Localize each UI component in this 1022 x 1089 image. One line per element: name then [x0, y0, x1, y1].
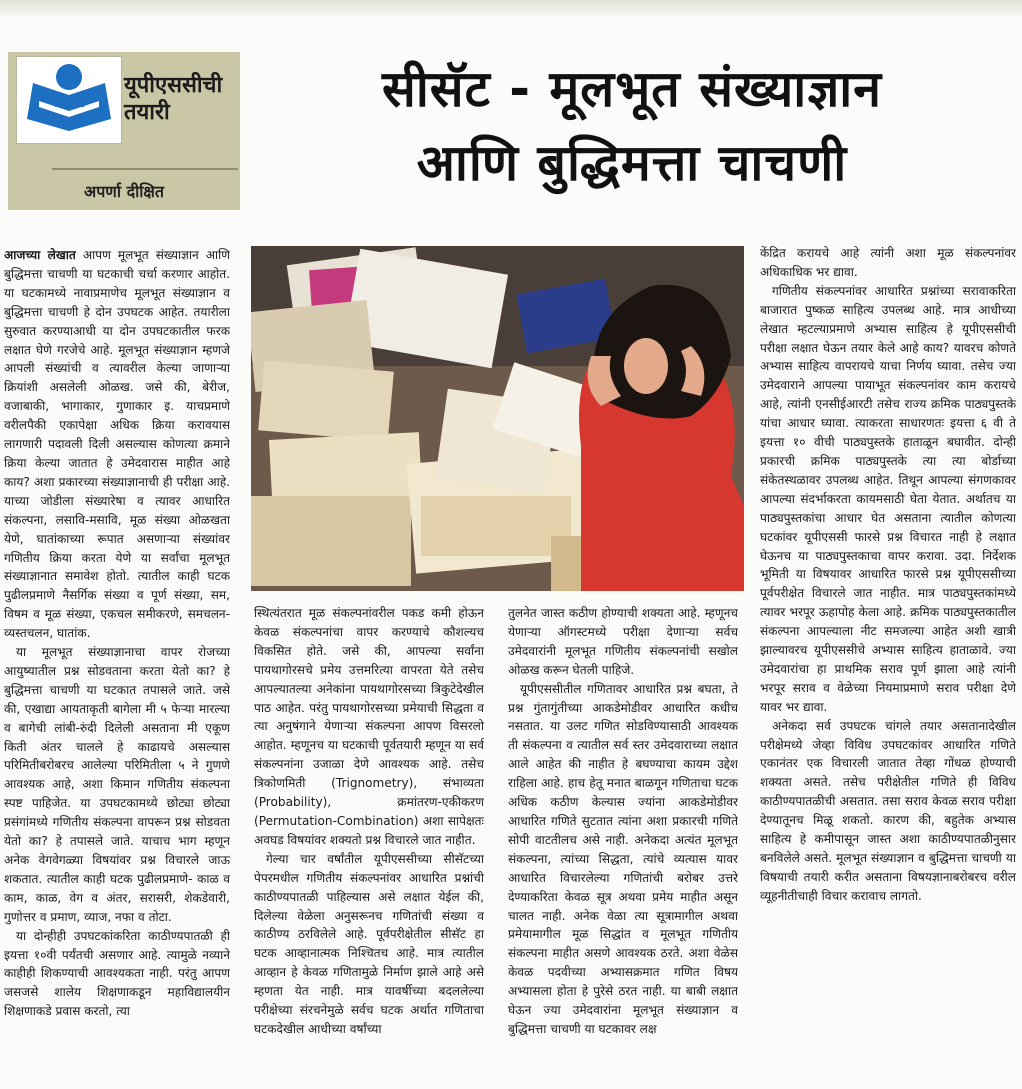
upsc-logo [16, 56, 122, 144]
article-lead: आजच्या लेखात [4, 248, 76, 262]
header-divider [52, 168, 238, 170]
paragraph: अनेकदा सर्व उपघटक चांगले तयार असतानादेखील परीक्षेमध्ये जेव्हा विविध उपघटकांवर आधारित गणिते एकानंतर एक विचारली जातात तेव्हा गोंधळ होण्याची शक्यता असते. तसेच परीक्षेतील गणिते ही विविध काठीण्यपातळीची असतात. तसा सराव केवळ सराव परीक्षा देण्यातूनच मिळू शकतो. कारण की, बहुतेक अभ्यास साहित्य हे कमीपासून जास्त अशा काठीण्यपातळीनुसार बनविलेले असते. मूलभूत संख्याज्ञान व बुद्धिमत्ता चाचणी या विषयाची तयारी करीत असताना विषयज्ञानाबरोबरच वरील व्यूहनीतीचाही विचार करावाच लागतो. [760, 718, 1016, 903]
paragraph: गणितीय संकल्पनांवर आधारित प्रश्नांच्या सरावाकरिता बाजारात पुष्कळ साहित्य उपलब्ध आहे. मात्र आधीच्या लेखात म्हटल्याप्रमाणे अभ्यास साहित्य हे यूपीएससीची परीक्षा लक्षात घेऊन तयार केले आहे काय? यावरच कोणते अभ्यास साहित्य वापरायचे याचा निर्णय घ्यावा. तसेच ज्या उमेदवाराने आपल्या पायाभूत संकल्पनांवर काम करायचे आहे, त्यांनी एनसीईआरटी तसेच राज्य क्रमिक पाठ्यपुस्तके यांचा आधार घ्यावा. त्याकरता साधारणतः इयत्ता ६ वी ते इयत्ता १० वीची पाठ्यपुस्तके हाताळून बघावीत. दोन्ही प्रकारची क्रमिक पाठ्यपुस्तके त्या त्या बोर्डाच्या संकेतस्थळावर उपलब्ध आहेत. तिथून आपल्या संगणकावर आपल्या संदर्भाकरता कायमसाठी घेता येतात. अर्थातच या पाठ्यपुस्तकांचा आधार घेत असताना त्यातील कोणत्या घटकांवर यूपीएससी फारसे प्रश्न विचारत नाही हे लक्षात घेऊनच या पाठ्यपुस्तकाचा वापर करावा. उदा. निर्देशक भूमिती या विषयावर आधारित फारसे प्रश्न यूपीएससीच्या पूर्वपरीक्षेत विचारले जात नाहीत. मात्र पाठ्यपुस्तकांमध्ये त्यावर भरपूर ऊहापोह केला आहे. क्रमिक पाठ्यपुस्तकातील संकल्पना आपल्याला नीट समजल्या आहेत अशी खात्री झाल्यावरच यूपीएससीचे अभ्यास साहित्य हाताळावे. ज्या उमेदवारांचा हा प्राथमिक सराव पूर्ण झाला आहे त्यांनी भरपूर सराव व वेळेच्या नियमाप्रमाणे सराव परीक्षा देणे यावर भर द्यावा. [760, 283, 1016, 714]
paragraph: या दोन्हीही उपघटकांकरिता काठीण्यपातळी ही इयत्ता १०वी पर्यंतची असणार आहे. त्यामुळे नव्याने काहीही शिकण्याची आवश्यकता नाही. परंतु आपण जसजसे शालेय शिक्षणाकडून महाविद्यालयीन शिक्षणाकडे प्रवास करतो, त्या [4, 928, 230, 1019]
paragraph: या मूलभूत संख्याज्ञानाचा वापर रोजच्या आयुष्यातील प्रश्न सोडवताना करता येतो का? हे बुद्धिमत्ता चाचणी या घटकात तपासले जाते. जसे की, एखाद्या आयताकृती बागेला मी ५ फेऱ्या मारल्या व बागेची लांबी-रुंदी दिलेली असताना मी एकूण किती अंतर चालले हे काढायचे असल्यास परिमितीबरोबरच आलेल्या परिमितीला ५ ने गुणणे आवश्यक आहे, अशा किमान गणितीय संकल्पना स्पष्ट पाहिजेत. या उपघटकामध्ये छोट्या छोट्या प्रसंगांमध्ये गणितीय संकल्पना वापरून प्रश्न सोडवता येतो का? हे तपासले जाते. याचाच भाग म्हणून अनेक वेगवेगळ्या विषयांवर प्रश्न विचारले जाऊ शकतात. त्यातील काही घटक पुढीलप्रमाणे- काळ व काम, काळ, वेग व अंतर, सरासरी, शेकडेवारी, गुणोत्तर व प्रमाण, व्याज, नफा व तोटा. [4, 645, 230, 924]
article-photo [251, 246, 744, 591]
paragraph: तुलनेत जास्त कठीण होण्याची शक्यता आहे. म्हणूनच येणाऱ्या ऑगस्टमध्ये परीक्षा देणाऱ्या सर्वच उमेदवारांनी मूलभूत गणितीय संकल्पनांची सखोल ओळख करून घेतली पाहिजे. [508, 606, 738, 677]
article-column-3 [508, 604, 738, 1084]
paragraph: गेल्या चार वर्षांतील यूपीएससीच्या सीसॅटच्या पेपरमधील गणितीय संकल्पनांवर आधारित प्रश्नांची काठीण्यपातळी पाहिल्यास असे लक्षात येईल की, दिलेल्या वेळेला अनुसरूनच गणितांची संख्या व काठीण्य ठरविलेले आहे. पूर्वपरीक्षेतील सीसॅट हा घटक आव्हानात्मक निश्चितच आहे. मात्र त्यातील आव्हान हे केवळ गणितामुळे निर्माण झाले आहे असे म्हणता येत नाही. मात्र यावर्षीच्या बदललेल्या परीक्षेच्या संरचनेमुळे सर्वच घटक अर्थात गणिताचा घटकदेखील आधीच्या वर्षांच्या [254, 851, 484, 1036]
author-name: अपर्णा दीक्षित [84, 182, 164, 201]
column-name: यूपीएससीची तयारी [124, 73, 223, 125]
paragraph: केंद्रित करायचे आहे त्यांनी अशा मूळ संकल्पनांवर अधिकाधिक भर द्यावा. [760, 246, 1016, 279]
reader-with-book-icon [17, 57, 121, 143]
paragraph: आपण मूलभूत संख्याज्ञान आणि बुद्धिमत्ता चाचणी या घटकाची चर्चा करणार आहोत. या घटकामध्ये नावाप्रमाणेच मूलभूत संख्याज्ञान व बुद्धिमत्ता चाचणी हे दोन उपघटक आहेत. तयारीला सुरुवात करण्याआधी या दोन उपघटकातील फरक लक्षात घेणे गरजेचे आहे. मूलभूत संख्याज्ञान म्हणजे आपली संख्यांची व त्यावरील केल्या जाणाऱ्या क्रियांशी असलेली ओळख. जसे की, बेरीज, वजाबाकी, भागाकार, गुणाकार इ. याचप्रमाणे वरीलपैकी एकापेक्षा अधिक क्रिया करावयास लागणारी पदावली दिली असल्यास कोणत्या क्रमाने क्रिया केल्या जातात हे उमेदवारास माहीत आहे काय? अशा प्रकारच्या संख्याज्ञानाची ही परीक्षा आहे. याच्या जोडीला संख्यारेषा व त्यावर आधारित संकल्पना, लसावि-मसावि, मूळ संख्या ओळखता येणे, घातांकाच्या रूपात असणाऱ्या संख्यांवर गणितीय क्रिया करता येणे या सर्वांचा मूलभूत संख्याज्ञानात समावेश होतो. त्यातील काही घटक पुढीलप्रमाणे नैसर्गिक संख्या व पूर्ण संख्या, सम, विषम व मूळ संख्या, एकचल समीकरणे, समचलन-व्यस्तचलन, घातांक. [4, 248, 230, 641]
student-with-books-stressed-icon [251, 246, 744, 591]
headline-line-1: सीसॅट - मूलभूत संख्याज्ञान [382, 60, 882, 118]
article-column-2 [254, 604, 484, 1084]
page-top-strip [0, 0, 1022, 16]
headline-line-2: आणि बुद्धिमत्ता चाचणी [416, 134, 848, 192]
article-column-4 [760, 244, 1016, 1086]
article-column-1 [4, 246, 230, 1086]
headline [262, 52, 1002, 200]
paragraph: यूपीएससीतील गणितावर आधारित प्रश्न बघता, ते प्रश्न गुंतागुंतीच्या आकडेमोडीवर आधारित कधीच नसतात. या उलट गणित सोडविण्यासाठी आवश्यक ती संकल्पना व त्यातील सर्व स्तर उमेदवाराच्या लक्षात आले आहेत की नाहीत हे बघण्याचा कायम उद्देश राहिला आहे. हाच हेतू मनात बाळगून गणिताचा घटक अधिक कठीण केल्यास ज्यांना आकडेमोडीवर आधारित गणिते सुटतात त्यांना अशा प्रकारची गणिते सोपी वाटतीलच असे नाही. अनेकदा अत्यंत मूलभूत संकल्पना, त्यांच्या सिद्धता, त्यांचे व्यत्यास यावर आधारित विचारलेल्या गणितांची बरोबर उत्तरे देण्याकरिता केवळ सूत्र अथवा प्रमेय माहीत असून चालत नाही. अनेक वेळा त्या सूत्रामागील अथवा प्रमेयामागील मूळ सिद्धांत व मूलभूत गणितीय संकल्पना माहीत असणे आवश्यक ठरते. अशा वेळेस केवळ पदवीच्या अभ्यासक्रमात गणित विषय अभ्यासला होता हे पुरेसे ठरत नाही. या बाबी लक्षात घेऊन ज्या उमेदवारांना मूलभूत संख्याज्ञान व बुद्धिमत्ता चाचणी या घटकावर लक्ष [508, 681, 738, 1036]
column-header-box [8, 52, 240, 210]
paragraph: स्थित्यंतरात मूळ संकल्पनांवरील पकड कमी होऊन केवळ संकल्पनांचा वापर करण्याचे कौशल्यच विकसित होते. जसे की, आपल्या सर्वांना पायथागोरसचे प्रमेय उत्तमरित्या वापरता येते तसेच आपल्यातल्या अनेकांना पायथागोरसच्या त्रिकुटेदेखील पाठ आहेत. परंतु पायथागोरसच्या प्रमेयाची सिद्धता व त्या अनुषंगाने येणाऱ्या संकल्पना आपण विसरलो आहोत. म्हणूनच या घटकाची पूर्वतयारी म्हणून या सर्व संकल्पनांना उजाळा देणे आवश्यक आहे. तसेच त्रिकोणमिती (Trignometry), संभाव्यता (Probability), क्रमांतरण-एकीकरण (Permutation-Combination) अशा सापेक्षतः अवघड विषयांवर शक्यतो प्रश्न विचारले जात नाहीत. [254, 606, 484, 847]
svg-text:UPSC: UPSC [52, 97, 86, 110]
